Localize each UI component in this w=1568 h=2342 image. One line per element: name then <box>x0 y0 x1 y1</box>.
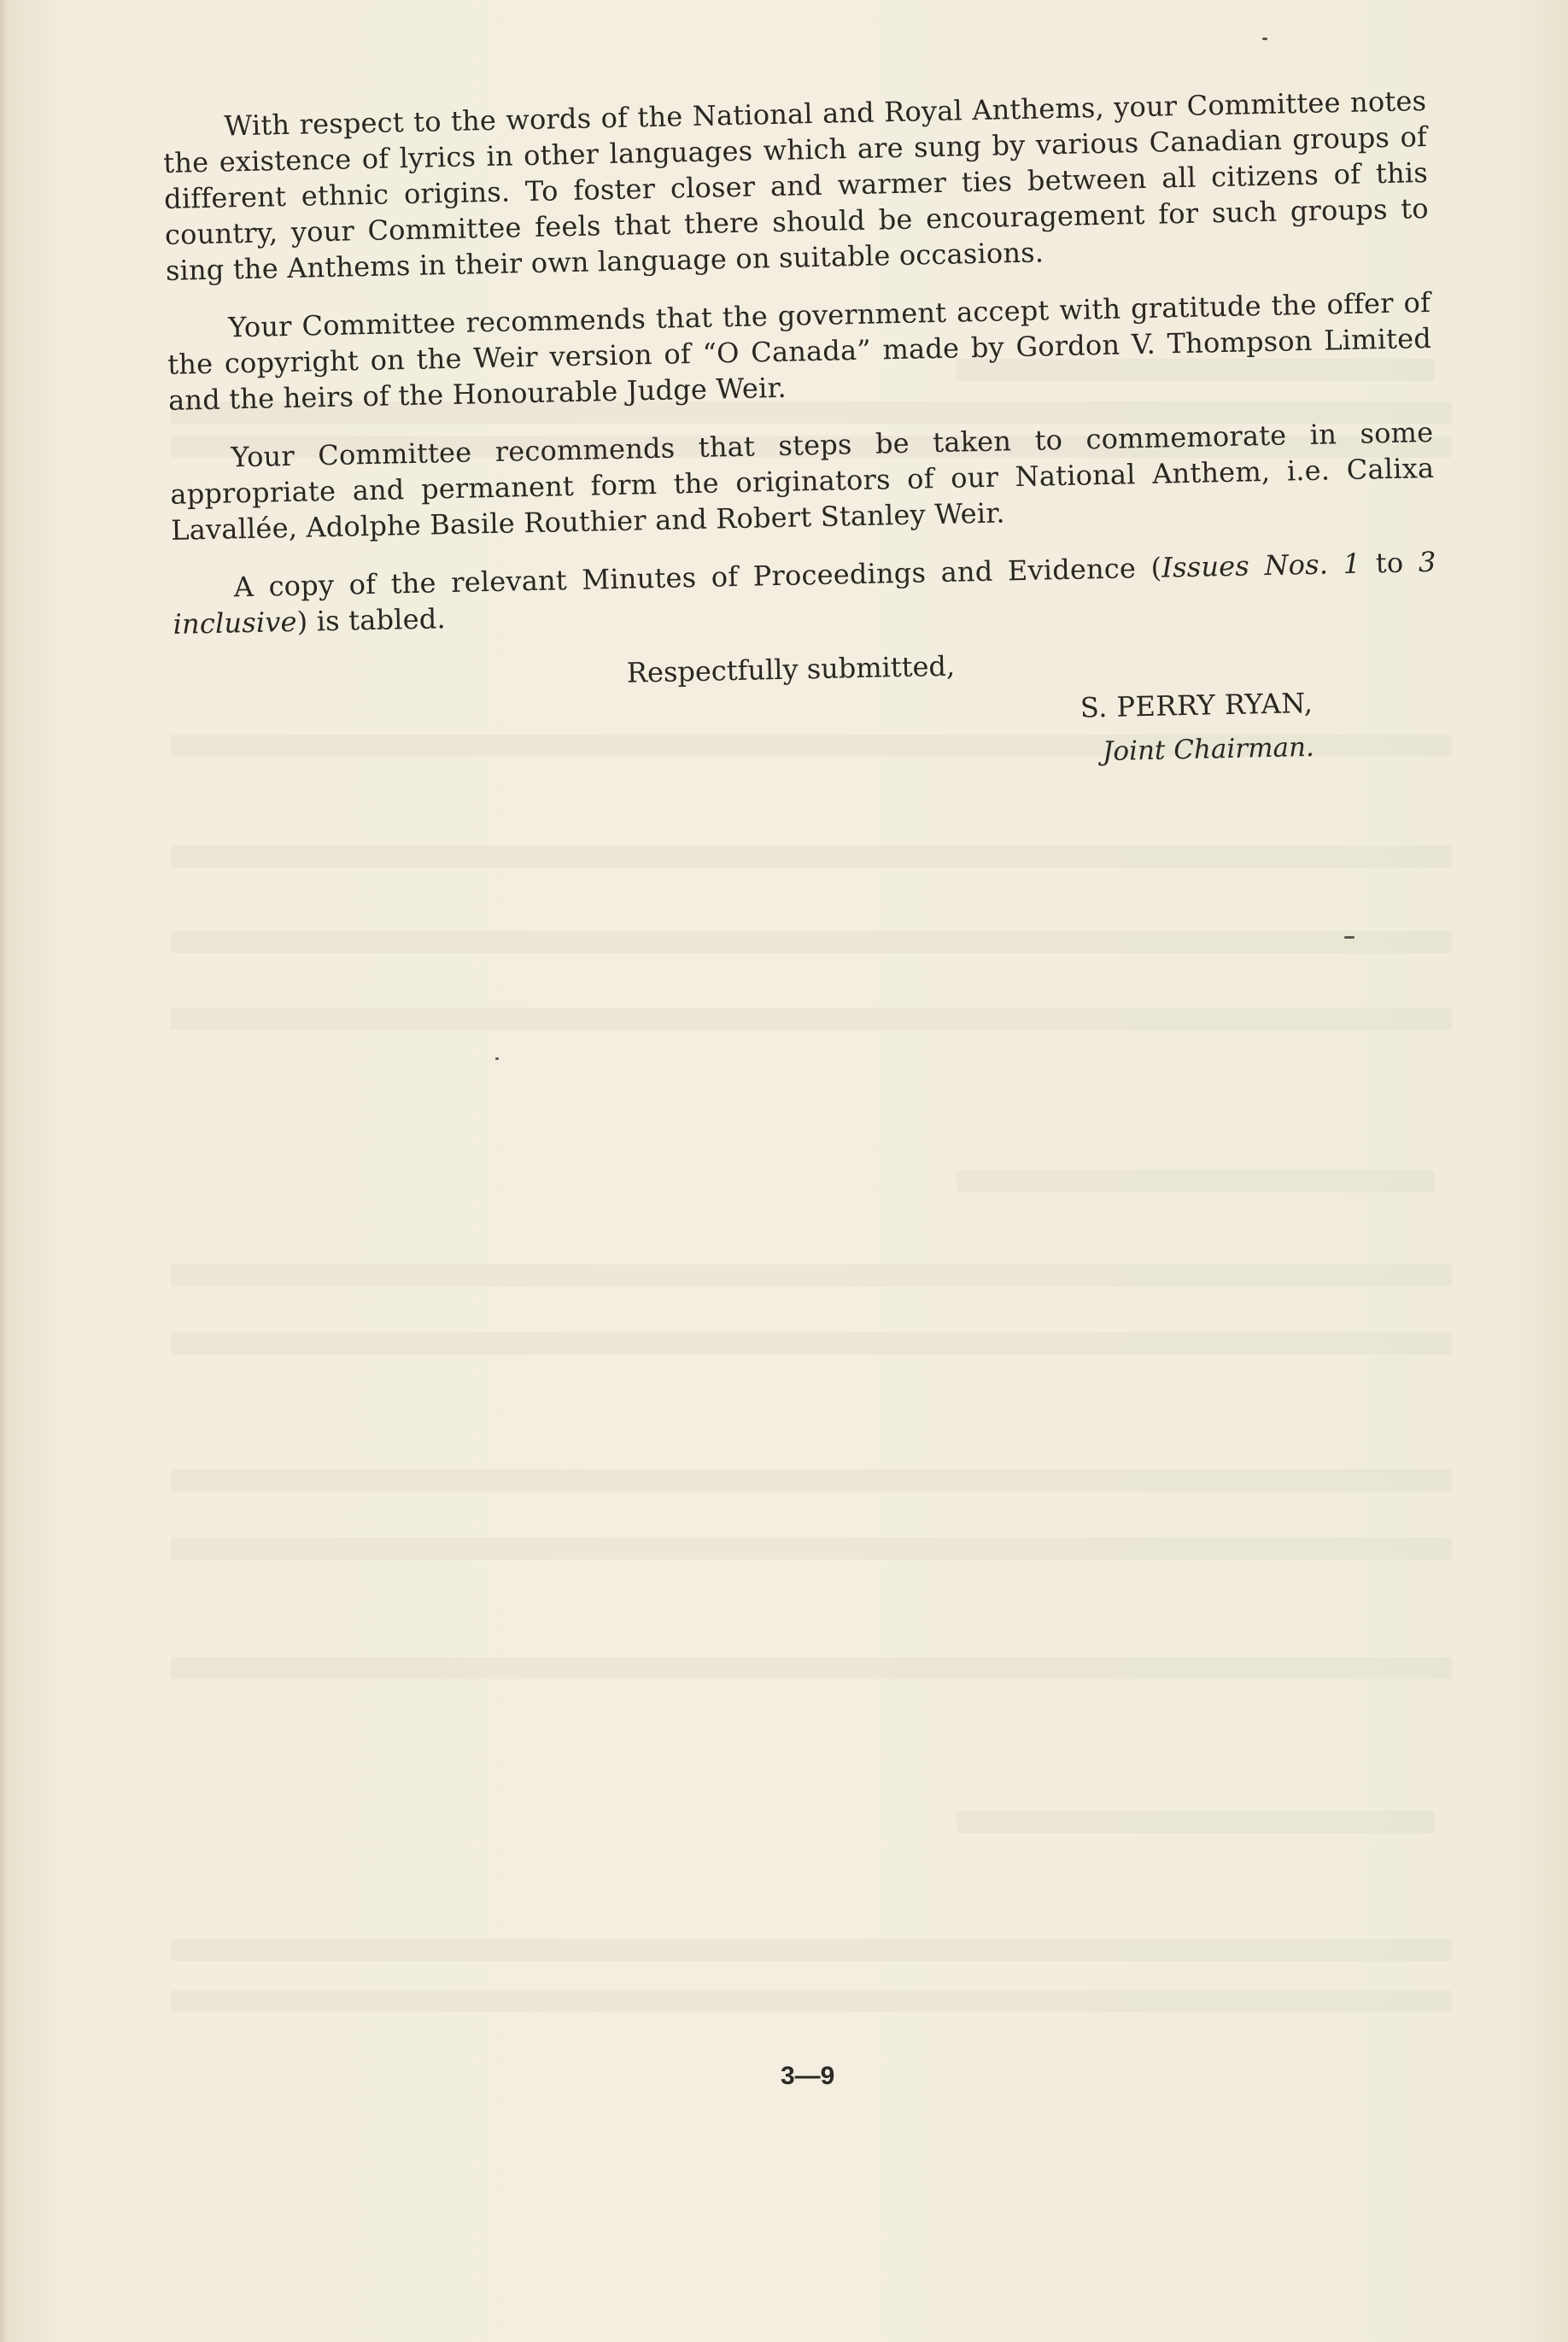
tabled-text-start: A copy of the relevant Minutes of Proceedings and Evidence ( <box>233 551 1162 604</box>
bleed-through-mark <box>171 1469 1452 1491</box>
bleed-through-mark <box>171 1264 1452 1286</box>
page-number: 3—9 <box>781 2062 835 2090</box>
closing-salutation: Respectfully submitted, <box>626 649 956 689</box>
paper-speck <box>1262 38 1267 40</box>
bleed-through-mark <box>171 1939 1452 1961</box>
tabled-text-end: ) is tabled. <box>296 602 447 638</box>
bleed-through-mark <box>171 846 1452 868</box>
bleed-through-mark <box>171 1008 1452 1030</box>
paper-speck <box>495 1057 499 1060</box>
bleed-through-mark <box>957 1170 1435 1192</box>
paragraph-commemorate: Your Committee recommends that steps be taken to commemorate in some appropriate and permanent form the originators of our National Anthem, i.e. Calixa Lavallée, Adolphe Basile Routhier and Robert Stanley Weir. <box>170 415 1435 547</box>
signer-title: Joint Chairman. <box>1102 731 1315 768</box>
bleed-through-mark <box>171 1990 1452 2012</box>
bleed-through-mark <box>171 1657 1452 1679</box>
bleed-through-mark <box>171 931 1452 953</box>
signer-name: S. PERRY RYAN, <box>1079 686 1313 724</box>
report-body <box>162 83 1440 793</box>
tabled-text-mid: to <box>1360 546 1419 580</box>
paper-speck <box>1344 936 1354 939</box>
signature-block <box>174 638 1441 793</box>
bleed-through-mark <box>171 1332 1452 1355</box>
tabled-inclusive-italic: 3 inclusive <box>173 545 1436 641</box>
tabled-issues-italic: Issues Nos. 1 <box>1161 547 1361 584</box>
page-edge-shadow <box>0 0 9 2342</box>
bleed-through-mark <box>957 1811 1435 1833</box>
bleed-through-mark <box>171 1537 1452 1560</box>
paragraph-copyright: Your Committee recommends that the government accept with gratitude the offer of the copyright on the Weir version of “O Canada” made by Gordon V. Thompson Limited and the heirs of the Honourable Judge Weir. <box>167 285 1432 417</box>
paragraph-lyrics: With respect to the words of the National and Royal Anthems, your Committee notes the existence of lyrics in other languages which are sung by various Canadian groups of different ethnic origins. To foster closer and warmer ties between all citizens of this country, your Committee feels that there should be encouragement for such groups to sing the Anthems in their own language on suitable occasions. <box>162 85 1430 287</box>
paragraph-tabled <box>172 544 1436 642</box>
